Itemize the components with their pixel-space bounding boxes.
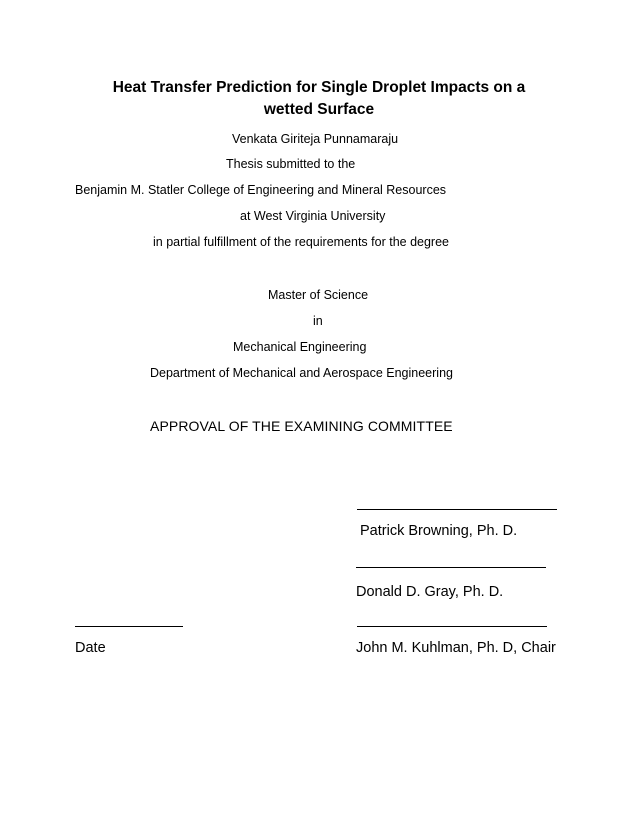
- signature-line-date: [75, 626, 183, 627]
- degree-name: Master of Science: [268, 288, 369, 302]
- fulfillment-statement: in partial fulfillment of the requirements for the degree: [153, 235, 449, 249]
- in-word: in: [313, 314, 323, 328]
- committee-chair: John M. Kuhlman, Ph. D, Chair: [356, 640, 556, 656]
- title-line-2: wetted Surface: [263, 101, 375, 118]
- signature-line-member1: [357, 509, 557, 510]
- date-label: Date: [75, 640, 106, 656]
- submitted-statement: Thesis submitted to the: [226, 157, 356, 171]
- committee-member-1: Patrick Browning, Ph. D.: [360, 523, 518, 539]
- department-name: Department of Mechanical and Aerospace Engineering: [150, 366, 453, 380]
- author-name: Venkata Giriteja Punnamaraju: [232, 132, 399, 146]
- committee-member-2: Donald D. Gray, Ph. D.: [356, 584, 504, 600]
- college-name: Benjamin M. Statler College of Engineering and Mineral Resources: [75, 183, 447, 197]
- university-name: at West Virginia University: [240, 209, 386, 223]
- field-name: Mechanical Engineering: [233, 340, 367, 354]
- signature-line-member2: [356, 567, 546, 568]
- title-line-1: Heat Transfer Prediction for Single Droplet Impacts on a: [112, 79, 526, 96]
- signature-line-chair: [357, 626, 547, 627]
- approval-heading: APPROVAL OF THE EXAMINING COMMITTEE: [150, 418, 453, 434]
